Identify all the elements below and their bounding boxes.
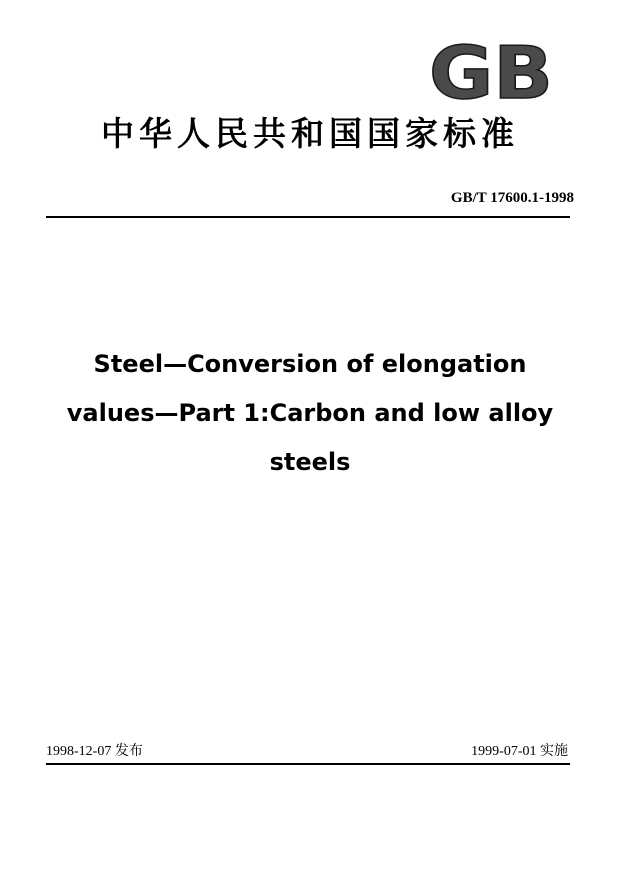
title-line-3: steels — [269, 448, 351, 476]
title-line-1: Steel—Conversion of elongation — [93, 350, 527, 378]
document-title — [60, 340, 560, 487]
standard-number: GB/T 17600.1-1998 — [450, 190, 574, 206]
issue-label: 发布 — [114, 743, 143, 759]
issue-date: 1998-12-07 — [46, 744, 112, 759]
gb-logo-icon — [428, 40, 554, 104]
implement-label: 实施 — [540, 743, 568, 759]
implement-date: 1999-07-01 — [471, 744, 537, 759]
implement-date-block — [471, 742, 568, 761]
logo-text: GB — [429, 40, 553, 104]
issue-date-block — [46, 742, 143, 761]
issuing-authority: 中华人民共和国国家标准 — [101, 114, 519, 153]
title-line-2: values—Part 1:Carbon and low alloy — [66, 399, 554, 427]
footer-divider — [46, 763, 570, 765]
header-divider — [46, 216, 570, 218]
